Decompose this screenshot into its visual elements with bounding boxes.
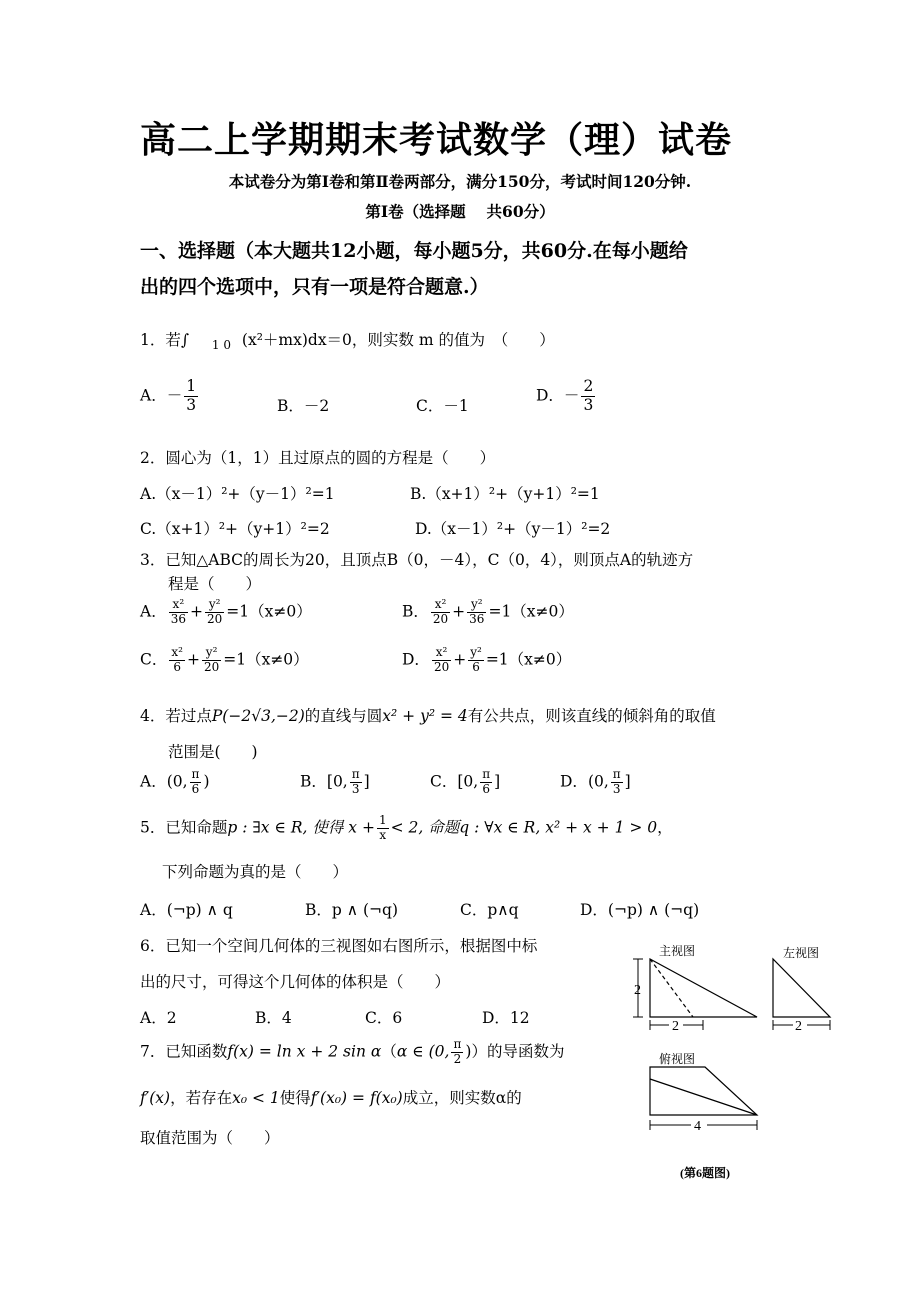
question-7-line3: 取值范围为（ ） [140, 1129, 280, 1147]
q6-option-c: C．6 [365, 1009, 403, 1027]
exam-intro: 本试卷分为第Ⅰ卷和第Ⅱ卷两部分，满分150分，考试时间120分钟. [228, 172, 692, 191]
question-5-line1: 5．已知命题p : ∃x ∈ R, 使得 x + $\frac{1}{x}$ < 2, 命题q : ∀x ∈ R, x² + x + 1 > 0， [140, 813, 673, 842]
top-view-label: 俯视图 [659, 1052, 696, 1066]
question-4-line1: 4．若过点P(−2√3,−2)的直线与圆x² + y² = 4有公共点，则该直线的倾斜角的取值 [140, 707, 716, 725]
front-width-label: 2 [672, 1019, 679, 1034]
front-height-label: 2 [634, 983, 641, 998]
q3-option-c: C． $\frac{\text{x²}}{6}$ + $\frac{\text{y²}}{20}$ =1（x≠0） [140, 645, 309, 674]
q5-option-d: D．(¬p) ∧ (¬q) [580, 901, 700, 919]
question-5-line2: 下列命题为真的是（ ） [162, 863, 349, 881]
q1-limits: 1 0 [211, 338, 231, 352]
q4-option-a: A．(0, $\frac{\pi}{6}$ ) [140, 767, 210, 796]
q3-option-d: D． $\frac{\text{x²}}{20}$ + $\frac{\text{y²}}{6}$ =1（x≠0） [402, 645, 572, 674]
front-view-label: 主视图 [659, 944, 696, 958]
exam-title: 高二上学期期末考试数学（理）试卷 [140, 119, 733, 161]
question-4-line2: 范围是( ) [168, 743, 258, 761]
question-7-line2: f′(x)，若存在x₀ < 1使得f′(x₀) = f(x₀)成立，则实数α的 [140, 1089, 522, 1107]
section1-line1: 一、选择题（本大题共12小题，每小题5分，共60分.在每小题给 [140, 240, 688, 262]
q4-option-c: C．[0, $\frac{\pi}{6}$ ] [430, 767, 501, 796]
q6-option-d: D．12 [482, 1009, 530, 1027]
front-view-shape [650, 959, 757, 1017]
question-3-line2: 程是（ ） [168, 575, 262, 593]
q1-option-c: C．－1 [416, 397, 469, 415]
q1-option-a: A．－ $\frac{1}{3}$ [140, 377, 197, 414]
top-width-label: 4 [694, 1119, 701, 1134]
part1-header: 第Ⅰ卷（选择题 共60分） [365, 202, 555, 221]
question-1 [140, 328, 555, 352]
question-2: 2．圆心为（1，1）且过原点的圆的方程是（ ） [140, 449, 496, 467]
q6-option-b: B．4 [255, 1009, 292, 1027]
question-7-line1: 7．已知函数f(x) = ln x + 2 sin α（α ∈ (0, $\frac{\pi}{2}$ )）的导函数为 [140, 1037, 565, 1066]
q5-option-b: B．p ∧ (¬q) [305, 901, 399, 919]
three-view-figure [625, 935, 840, 1185]
q4-option-d: D．(0, $\frac{\pi}{3}$ ] [560, 767, 631, 796]
q6-option-a: A．2 [140, 1009, 177, 1027]
q2-option-c: C.（x+1）²+（y+1）²=2 [140, 520, 330, 538]
q5-option-a: A．(¬p) ∧ q [140, 901, 233, 919]
side-view-shape [773, 959, 830, 1017]
q1-option-b: B．－2 [277, 397, 330, 415]
top-view-shape [650, 1067, 757, 1115]
q2-option-a: A.（x－1）²+（y－1）²=1 [140, 485, 335, 503]
q3-option-b: B． $\frac{\text{x²}}{20}$ + $\frac{\text{y²}}{36}$ =1（x≠0） [402, 597, 574, 626]
q2-option-b: B.（x+1）²+（y+1）²=1 [410, 485, 600, 503]
q1-integrand: (x²＋mx)dx＝0，则实数 m 的值为 （ ） [241, 331, 555, 349]
q1-prefix: 1．若∫ [140, 331, 189, 349]
figure-caption: (第6题图) [680, 1166, 730, 1180]
q3-option-a: A． $\frac{\text{x²}}{36}$ + $\frac{\text{y²}}{20}$ =1（x≠0） [140, 597, 312, 626]
q1-option-d: D．－ $\frac{2}{3}$ [536, 377, 594, 414]
section1-line2: 出的四个选项中，只有一项是符合题意.） [140, 276, 489, 298]
top-width-dimension [650, 1120, 757, 1130]
q2-option-d: D.（x－1）²+（y－1）²=2 [415, 520, 611, 538]
question-6-line2: 出的尺寸，可得这个几何体的体积是（ ） [140, 973, 451, 991]
q5-option-c: C．p∧q [460, 901, 519, 919]
question-3-line1: 3．已知△ABC的周长为20，且顶点B（0，－4），C（0，4），则顶点A的轨迹方 [140, 551, 694, 569]
question-6-line1: 6．已知一个空间几何体的三视图如右图所示，根据图中标 [140, 937, 538, 955]
side-view-label: 左视图 [783, 946, 820, 960]
q4-option-b: B．[0, $\frac{\pi}{3}$ ] [300, 767, 370, 796]
side-width-label: 2 [795, 1019, 802, 1034]
